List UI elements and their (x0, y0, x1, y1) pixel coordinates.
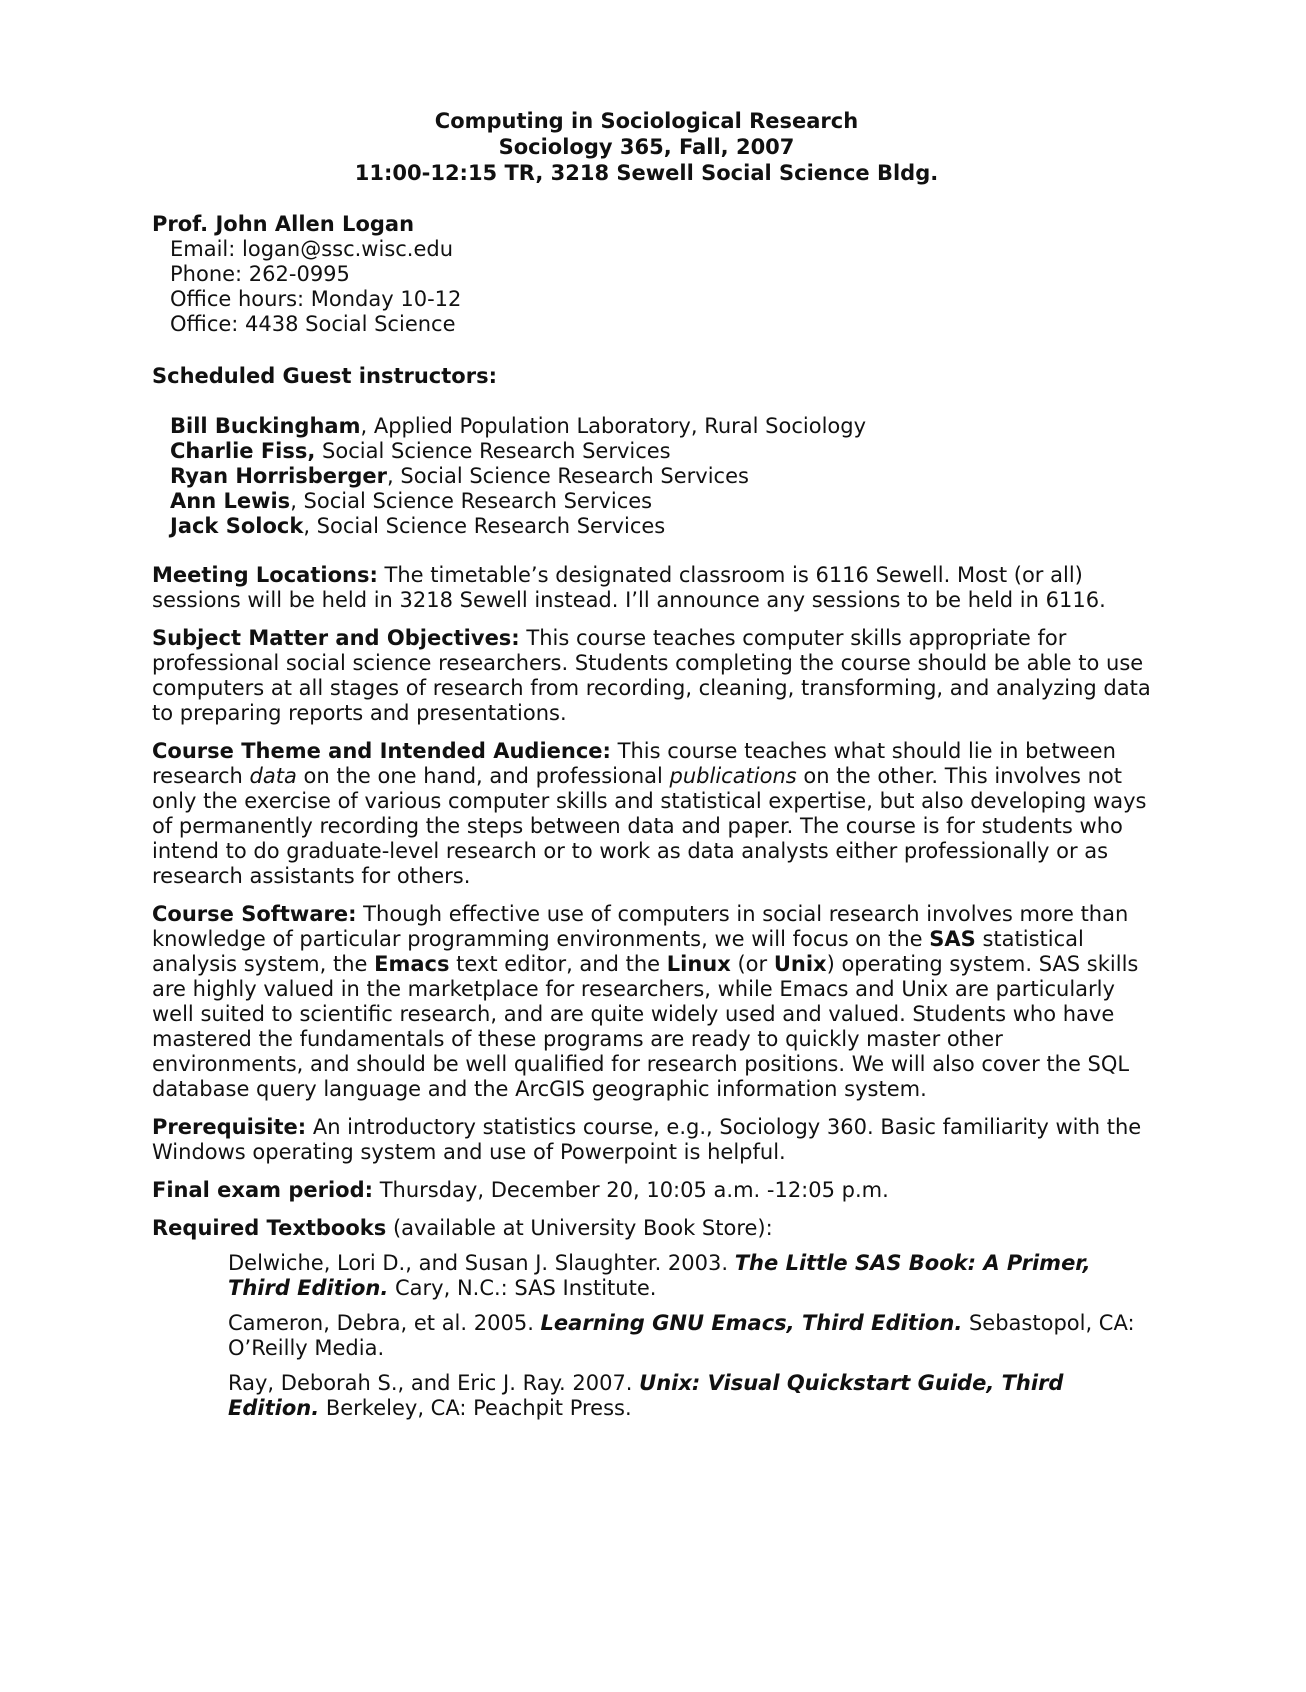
guest-affiliation: Social Science Research Services (316, 514, 666, 538)
guest-name: Bill Buckingham (170, 414, 361, 438)
prerequisite-text: An introductory statistics course, e.g., Sociology 360. Basic familiarity with the Windows operating system and use of Powerpoint is helpful. (152, 1115, 1142, 1164)
textbook-list (152, 1251, 1157, 1421)
textbooks-label: Required Textbooks (152, 1216, 387, 1240)
guest-separator: , (290, 489, 304, 513)
software-linux: Linux (666, 952, 731, 976)
course-software-label: Course Software: (152, 902, 357, 926)
guest-name: Ryan Horrisberger (170, 464, 388, 488)
course-title: Computing in Sociological Research (434, 109, 859, 133)
textbook-authors: Ray, Deborah S., and Eric J. Ray. 2007. (228, 1371, 640, 1395)
software-emacs: Emacs (374, 952, 450, 976)
textbook-title: Unix: Visual Quickstart Guide, Third Edition. (228, 1371, 1064, 1420)
guest-instructor (170, 414, 1157, 439)
course-header (144, 108, 1149, 186)
guest-instructor (170, 514, 1157, 539)
course-software-section (152, 902, 1157, 1102)
guest-name: Ann Lewis (170, 489, 291, 513)
guest-instructors-heading: Scheduled Guest instructors: (152, 364, 497, 388)
textbook-title: Learning GNU Emacs, Third Edition. (540, 1311, 963, 1335)
textbook-publisher: Sebastopol, CA: O’Reilly Media. (228, 1311, 1135, 1360)
course-theme-label: Course Theme and Intended Audience: (152, 739, 611, 763)
meeting-locations-section (152, 563, 1157, 613)
subject-matter-text: This course teaches computer skills appropriate for professional social science researchers. Students completing the course should be able to use computers at all stages of research from recording, cleaning, transforming, and analyzing data to preparing reports and presentations. (152, 626, 1151, 725)
syllabus-page (152, 108, 1157, 1421)
final-exam-section (152, 1178, 1157, 1203)
course-theme-section (152, 739, 1157, 889)
final-exam-label: Final exam period: (152, 1178, 374, 1202)
course-software-text: ) operating system. SAS skills are highly valued in the marketplace for researchers, while Emacs and Unix are particularly well suited to scientific research, and are quite widely used and valued. Students who have mastered the fundamentals of these programs are ready to quickly master other environments, and should be well qualified for research positions. We will also cover the SQL database query language and the ArcGIS geographic information system. (152, 952, 1139, 1101)
professor-email: Email: logan@ssc.wisc.edu (170, 237, 454, 261)
course-number-term: Sociology 365, Fall, 2007 (498, 135, 795, 159)
professor-phone: Phone: 262-0995 (170, 262, 350, 286)
emphasis-data: data (249, 764, 297, 788)
professor-info (152, 212, 1157, 337)
guest-separator: , (303, 514, 317, 538)
guest-affiliation: Applied Population Laboratory, Rural Sociology (373, 414, 867, 438)
meeting-locations-label: Meeting Locations: (152, 563, 378, 587)
guest-instructor (170, 464, 1157, 489)
guest-name: Jack Solock (170, 514, 304, 538)
course-theme-text: This course teaches what should lie in between research (152, 739, 1116, 788)
guest-affiliation: Social Science Research Services (303, 489, 653, 513)
prerequisite-label: Prerequisite: (152, 1115, 307, 1139)
textbooks-note: (available at University Book Store): (386, 1216, 773, 1240)
textbook-title: The Little SAS Book: A Primer, Third Edition. (228, 1251, 1091, 1300)
course-time-location: 11:00-12:15 TR, 3218 Sewell Social Science Bldg. (354, 161, 939, 185)
course-software-text: Though effective use of computers in social research involves more than knowledge of particular programming environments, we will focus on the (152, 902, 1129, 951)
textbooks-section (152, 1216, 1157, 1241)
guest-name: Charlie Fiss, (170, 439, 316, 463)
course-software-text: (or (730, 952, 774, 976)
emphasis-publications: publications (669, 764, 797, 788)
guest-instructor (170, 439, 1157, 464)
guest-affiliation: Social Science Research Services (322, 439, 671, 463)
professor-office: Office: 4438 Social Science (170, 312, 456, 336)
guest-affiliation: Social Science Research Services (400, 464, 749, 488)
textbook-publisher: Cary, N.C.: SAS Institute. (388, 1276, 657, 1300)
subject-matter-label: Subject Matter and Objectives: (152, 626, 520, 650)
textbook-publisher: Berkeley, CA: Peachpit Press. (319, 1396, 632, 1420)
meeting-locations-text: The timetable’s designated classroom is 6116 Sewell. Most (or all) sessions will be held in 3218 Sewell instead. I’ll announce any sessions to be held in 6116. (152, 563, 1106, 612)
textbook-entry (228, 1371, 1157, 1421)
professor-name: Prof. John Allen Logan (152, 212, 415, 236)
textbook-entry (228, 1311, 1157, 1361)
subject-matter-section (152, 626, 1157, 726)
course-software-text: statistical analysis system, the (152, 927, 1084, 976)
guest-instructors-list (152, 414, 1157, 539)
professor-office-hours: Office hours: Monday 10-12 (170, 287, 462, 311)
course-theme-text: on the other. This involves not only the exercise of various computer skills and statistical expertise, but also developing ways of permanently recording the steps between data and paper. The course is for students who intend to do graduate-level research or to work as data analysts either professionally or as research assistants for others. (152, 764, 1147, 888)
textbook-authors: Delwiche, Lori D., and Susan J. Slaughter. 2003. (228, 1251, 735, 1275)
course-software-text: text editor, and the (449, 952, 667, 976)
software-unix: Unix (773, 952, 827, 976)
course-theme-text: on the one hand, and professional (296, 764, 670, 788)
guest-instructor (170, 489, 1157, 514)
guest-separator: , (360, 414, 374, 438)
final-exam-text: Thursday, December 20, 10:05 a.m. -12:05 p.m. (373, 1178, 889, 1202)
software-sas: SAS (929, 927, 976, 951)
textbook-authors: Cameron, Debra, et al. 2005. (228, 1311, 541, 1335)
guest-separator: , (387, 464, 401, 488)
textbook-entry (228, 1251, 1157, 1301)
prerequisite-section (152, 1115, 1157, 1165)
